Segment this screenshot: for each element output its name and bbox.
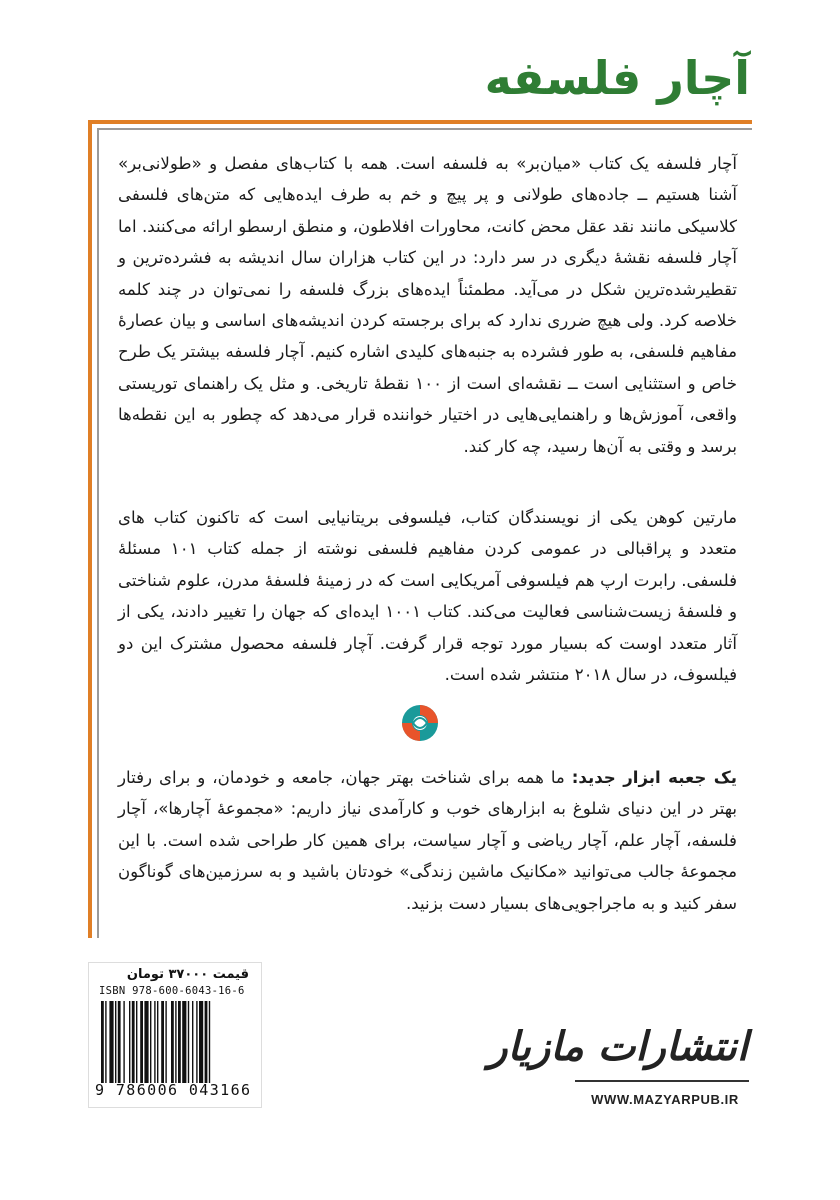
barcode-bar: [115, 1001, 116, 1083]
barcode-bar: [192, 1001, 193, 1083]
barcode-bar: [144, 1001, 148, 1083]
barcode-bar: [199, 1001, 203, 1083]
series-paragraph: [118, 762, 737, 919]
barcode-bar: [136, 1001, 137, 1083]
frame-shadow-top: [97, 128, 752, 130]
series-lead: یک جعبه ابزار جدید:: [571, 768, 737, 787]
publisher-website: WWW.MAZYARPUB.IR: [591, 1092, 739, 1107]
barcode-bar: [154, 1001, 155, 1083]
barcode-bar: [132, 1001, 135, 1083]
barcode-bar: [196, 1001, 197, 1083]
barcode-bar: [129, 1001, 130, 1083]
frame-shadow-left: [97, 128, 99, 938]
barcode-bar: [182, 1001, 186, 1083]
frame-left-rule: [88, 120, 92, 938]
barcode-bar: [175, 1001, 176, 1083]
barcode-panel: [88, 962, 262, 1108]
isbn-label: ISBN 978-600-6043-16-6: [99, 985, 245, 997]
barcode-digits: 9 786006 043166: [95, 1081, 252, 1099]
barcode-bar: [161, 1001, 164, 1083]
price-label: قیمت ۳۷۰۰۰ تومان: [126, 967, 249, 982]
publisher-emblem-icon: [400, 703, 440, 743]
barcode-bar: [105, 1001, 106, 1083]
barcode-bars: [101, 1001, 253, 1083]
book-title: آچار فلسفه: [484, 51, 750, 105]
barcode-bar: [178, 1001, 181, 1083]
barcode-bar: [165, 1001, 166, 1083]
barcode-bar: [205, 1001, 208, 1083]
barcode-bar: [150, 1001, 151, 1083]
barcode-bar: [188, 1001, 189, 1083]
publisher-divider: [575, 1080, 749, 1082]
barcode-bar: [140, 1001, 143, 1083]
authors-paragraph: مارتین کوهن یکی از نویسندگان کتاب، فیلسوفی بریتانیایی است که تاکنون کتاب های متعدد و پراقبالی در عمومی کردن مفاهیم فلسفی نوشته از جمله کتاب ۱۰۱ مسئلهٔ فلسفی. رابرت ارپ هم فیلسوفی آمریکایی است که در زمینهٔ فلسفهٔ مدرن، علوم شناختی و فلسفهٔ زیست‌شناسی فعالیت می‌کند. کتاب ۱۰۰۱ ایده‌ای که جهان را تغییر دادند، یکی از آثار متعدد اوست که بسیار مورد توجه قرار گرفت. آچار فلسفه محصول مشترک این دو فیلسوف، در سال ۲۰۱۸ منتشر شده است.: [118, 508, 738, 685]
barcode-bar: [209, 1001, 210, 1083]
barcode-bar: [118, 1001, 121, 1083]
barcode-bar: [171, 1001, 174, 1083]
barcode-bar: [123, 1001, 124, 1083]
series-body: ما همه برای شناخت بهتر جهان، جامعه و خودمان، و برای رفتار بهتر در این دنیای شلوغ به ابزارهای خوب و کارآمدی نیاز داریم: «مجموعهٔ آچارها»، آچار فلسفه، آچار علم، آچار ریاضی و آچار سیاست، برای همین کار طراحی شده است. با این مجموعهٔ جالب می‌توانید «مکانیک ماشین زندگی» خودتان باشید و به سرزمین‌های گوناگون سفر کنید و به ماجراجویی‌های بسیار دست بزنید.: [118, 768, 737, 913]
barcode-bar: [157, 1001, 158, 1083]
frame-top-rule: [88, 120, 752, 124]
publisher-logo-text: انتشارات مازیار: [488, 1023, 748, 1070]
barcode-bar: [101, 1001, 104, 1083]
description-paragraph: آچار فلسفه یک کتاب «میان‌بر» به فلسفه است. همه با کتاب‌های مفصل و «طولانی‌بر» آشنا هستیم ــ جاده‌های طولانی و پر پیچ و خم به طرف ایده‌هایی که متن‌های فلسفی کلاسیکی مانند نقد عقل محض کانت، محاورات افلاطون، و منطق ارسطو ارائه می‌کنند. اما آچار فلسفه نقشهٔ دیگری در سر دارد: در این کتاب هزاران سال اندیشه به فشرده‌ترین و تقطیرشده‌ترین شکل در می‌آید. مطمئناً ایده‌های بزرگ فلسفه را نمی‌توان در چند کلمه خلاصه کرد. ولی هیچ ضرری ندارد که برای برجسته کردن اندیشه‌های اساسی و بیان عصارهٔ مفاهیم فلسفی، به طور فشرده به جنبه‌های کلیدی اشاره کنیم. آچار فلسفه بیشتر یک طرح خاص و استثنایی است ــ نقشه‌ای است از ۱۰۰ نقطهٔ تاریخی. و مثل یک راهنمای توریستی واقعی، آموزش‌ها و راهنمایی‌هایی در اختیار خواننده قرار می‌دهد که چطور به این نقطه‌ها برسد و وقتی به آن‌ها رسید، چه کار کند.: [118, 154, 737, 456]
barcode-bar: [109, 1001, 113, 1083]
